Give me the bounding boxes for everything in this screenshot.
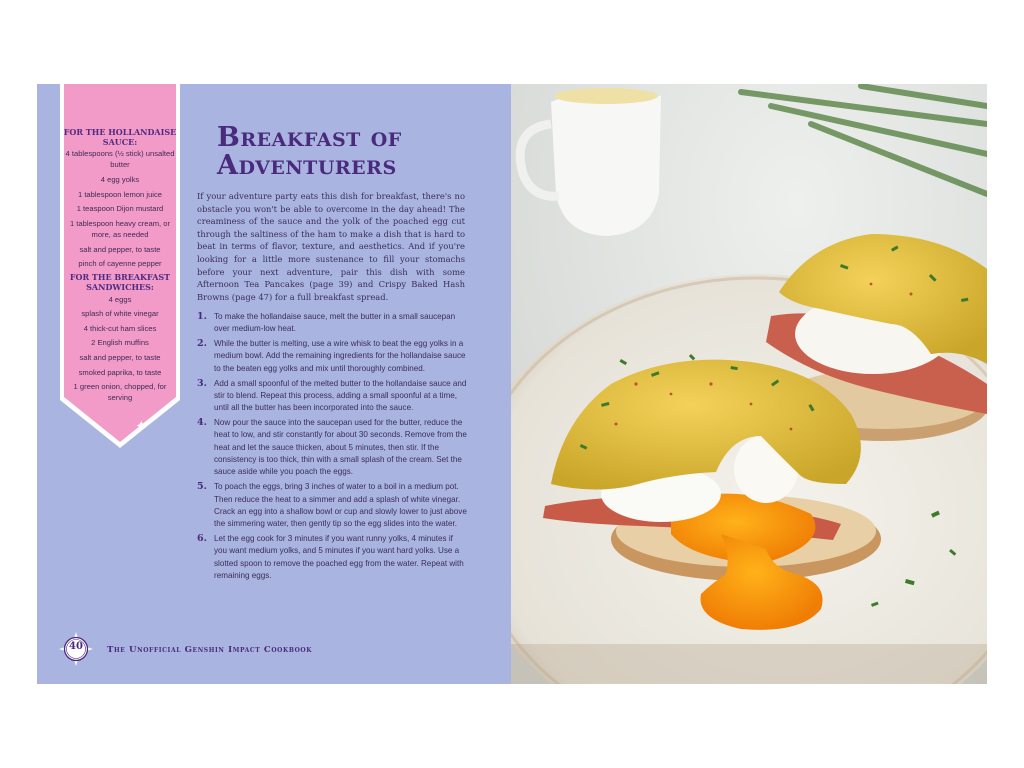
step-number: 5. [197,481,207,493]
star-icon: ✦ [135,417,148,435]
recipe-page [37,84,511,684]
step-item [197,481,467,530]
eggs-benedict-photo [511,84,987,684]
ingredients-list [63,124,177,407]
ingredient-item: salt and pepper, to taste [79,352,161,362]
step-text: Add a small spoonful of the melted butter to the hollandaise sauce and stir to blend. Repeat this process, adding a small spoonful at a time, until all the butter has been incorporated into the sauce. [214,378,467,413]
step-number: 1. [197,311,207,322]
method-steps [197,311,467,585]
recipe-title [217,124,477,180]
step-text: Now pour the sauce into the saucepan used for the butter, reduce the heat to low, and stir constantly for about 30 seconds. Remove from the heat and let the sauce thicken, about 5 minutes, then stir. If the consistency is too thick, thin with a small splash of the cream. Set the sauce aside while you poach the eggs. [214,418,467,477]
step-number: 6. [197,533,207,545]
step-number: 3. [197,377,207,389]
ingredient-item: salt and pepper, to taste [79,244,161,254]
step-item [197,311,467,336]
ingredient-item: 4 tablespoons (½ stick) unsalted butter [65,149,175,170]
ingredient-item: 1 teaspoon Dijon mustard [76,204,164,214]
step-number: 4. [197,417,207,429]
sandwich-header: FOR THE BREAKFAST SANDWICHES: [69,272,171,292]
step-text: To poach the eggs, bring 3 inches of water to a boil in a medium pot. Then reduce the heat to a simmer and add a splash of white vinegar. Crack an egg into a shallow bowl or cup and slowly lower to just above the simmering water, then gently tip so the egg slides into the water. [214,482,467,529]
step-text: To make the hollandaise sauce, melt the butter in a small saucepan over medium-low heat. [214,312,456,334]
ingredient-item: 1 green onion, chopped, for serving [73,382,167,403]
page-number: 40 [69,641,83,652]
title-line-2: Adventurers [217,150,397,181]
ingredient-item: 1 tablespoon heavy cream, or more, as needed [69,218,171,239]
title-line-1: Breakfast of [217,122,402,153]
ingredient-item: 2 English muffins [91,338,149,348]
step-item [197,338,467,375]
ingredient-item: 1 tablespoon lemon juice [77,189,162,199]
intro-paragraph: If your adventure party eats this dish for breakfast, there's no obstacle you won't be able to overcome in the day ahead! The creaminess of the sauce and the yolk of the poached egg cut through the saltiness of the ham to make a dish that is hard to beat in terms of flavor, texture, and aesthetics. And if you're looking for a little more sustenance to fill your stomachs before your next adventure, pair this dish with some Afternoon Tea Pancakes (page 39) and Crispy Baked Hash Browns (page 47) for a full breakfast spread. [197,191,465,302]
ingredient-item: 4 thick-cut ham slices [83,323,157,333]
cookbook-spread [37,84,987,684]
book-title-footer: The Unofficial Genshin Impact Cookbook [107,645,313,655]
step-item [197,378,467,415]
step-text: Let the egg cook for 3 minutes if you want runny yolks, 4 minutes if you want medium yolks, and 5 minutes if you want hard yolks. Use a slotted spoon to remove the poached egg from the water. Repeat with remaining eggs. [214,534,464,580]
ingredient-item: 4 eggs [108,294,132,304]
sauce-header: FOR THE HOLLANDAISE SAUCE: [63,127,177,147]
ingredient-item: pinch of cayenne pepper [78,259,162,269]
step-number: 2. [197,338,207,350]
food-photo [511,84,987,684]
ingredient-item: 4 egg yolks [100,174,140,184]
ingredient-item: splash of white vinegar [81,309,159,319]
step-text: While the butter is melting, use a wire whisk to beat the egg yolks in a medium bowl. Add the remaining ingredients for the hollandaise sauce to the beaten egg yolks and mix until thoroughly combined. [214,339,466,373]
step-item [197,417,467,478]
step-item [197,533,467,582]
ingredient-item: smoked paprika, to taste [78,367,162,377]
